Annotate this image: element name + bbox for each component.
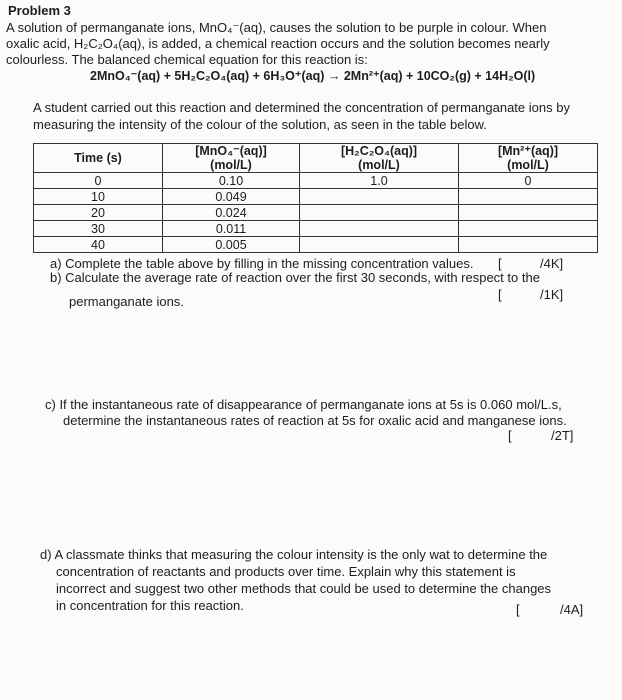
- intro-line-3: colourless. The balanced chemical equation for this reaction is:: [6, 52, 368, 67]
- question-b-line2: permanganate ions.: [69, 294, 184, 309]
- question-d-line3: incorrect and suggest two other methods that could be used to determine the changes: [56, 581, 552, 596]
- question-a-marks: /4K]: [540, 256, 564, 271]
- cell-mno4: 0.011: [163, 221, 300, 237]
- question-b-bracket: [: [498, 287, 502, 302]
- cell-time: 40: [34, 237, 163, 253]
- question-c-marks: /2T]: [551, 428, 574, 443]
- question-d-line1: d) A classmate thinks that measuring the colour intensity is the only wat to determine the: [40, 547, 548, 562]
- table-row: [34, 205, 598, 221]
- question-b-line1: b) Calculate the average rate of reaction over the first 30 seconds, with respect to the: [50, 270, 540, 285]
- balanced-equation: 2MnO₄⁻(aq) + 5H₂C₂O₄(aq) + 6H₃O⁺(aq) → 2Mn²⁺(aq) + 10CO₂(g) + 14H₂O(l): [90, 69, 536, 83]
- header-mn2: [459, 144, 598, 173]
- cell-mno4: 0.024: [163, 205, 300, 221]
- cell-mno4: 0.10: [163, 173, 300, 189]
- header-time-line2: Time (s): [74, 151, 122, 165]
- question-d-line4: in concentration for this reaction.: [56, 598, 244, 613]
- header-mno4-line2: (mol/L): [210, 158, 252, 172]
- question-c-bracket: [: [508, 428, 512, 443]
- cell-time: 20: [34, 205, 163, 221]
- cell-mn2[interactable]: [459, 221, 598, 237]
- table-row: [34, 221, 598, 237]
- header-h2c2o4-line2: (mol/L): [358, 158, 400, 172]
- cell-time: 10: [34, 189, 163, 205]
- header-mno4: [163, 144, 300, 173]
- cell-mn2[interactable]: [459, 237, 598, 253]
- problem-title: Problem 3: [8, 3, 71, 18]
- header-h2c2o4: [300, 144, 459, 173]
- cell-time: 0: [34, 173, 163, 189]
- lead-line-2: measuring the intensity of the colour of the solution, as seen in the table below.: [33, 117, 487, 132]
- table-row: [34, 173, 598, 189]
- cell-mno4: 0.005: [163, 237, 300, 253]
- cell-mn2[interactable]: [459, 205, 598, 221]
- cell-h2c2o4[interactable]: [300, 205, 459, 221]
- header-mn2-line2: (mol/L): [507, 158, 549, 172]
- question-c-line2: determine the instantaneous rates of reaction at 5s for oxalic acid and manganese ions.: [63, 413, 567, 428]
- table-row: [34, 189, 598, 205]
- cell-h2c2o4[interactable]: [300, 237, 459, 253]
- question-d-marks: /4A]: [560, 602, 584, 617]
- concentration-table: [33, 143, 598, 253]
- cell-mno4: 0.049: [163, 189, 300, 205]
- question-d-bracket: [: [516, 602, 520, 617]
- table-row: [34, 237, 598, 253]
- cell-time: 30: [34, 221, 163, 237]
- cell-h2c2o4[interactable]: [300, 189, 459, 205]
- question-b-marks: /1K]: [540, 287, 564, 302]
- table-header-row: [34, 144, 598, 173]
- intro-line-1: A solution of permanganate ions, MnO₄⁻(aq), causes the solution to be purple in colour. When: [6, 20, 547, 35]
- lead-line-1: A student carried out this reaction and determined the concentration of permanganate ions by: [33, 100, 570, 115]
- cell-mn2[interactable]: 0: [459, 173, 598, 189]
- header-h2c2o4-line1: [H₂C₂O₄(aq)]: [340, 144, 418, 158]
- header-time: [34, 144, 163, 173]
- header-mno4-line1: [MnO₄⁻(aq)]: [195, 144, 267, 158]
- question-a-bracket: [: [498, 256, 502, 271]
- intro-line-2: oxalic acid, H₂C₂O₄(aq), is added, a chemical reaction occurs and the solution becomes nearly: [6, 36, 550, 51]
- cell-h2c2o4[interactable]: 1.0: [300, 173, 459, 189]
- question-c-line1: c) If the instantaneous rate of disappearance of permanganate ions at 5s is 0.060 mol/L.s,: [45, 397, 562, 412]
- cell-mn2[interactable]: [459, 189, 598, 205]
- cell-h2c2o4[interactable]: [300, 221, 459, 237]
- header-mn2-line1: [Mn²⁺(aq)]: [497, 144, 559, 158]
- question-d-line2: concentration of reactants and products over time. Explain why this statement is: [56, 564, 516, 579]
- question-a-text: a) Complete the table above by filling in the missing concentration values.: [50, 256, 474, 271]
